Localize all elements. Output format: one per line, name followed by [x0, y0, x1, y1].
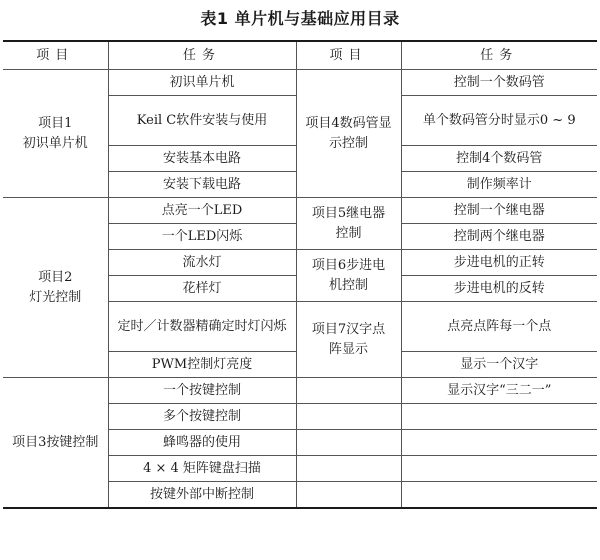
table-row	[3, 378, 597, 404]
task-cell: 控制两个继电器	[401, 224, 597, 250]
task-cell: 点亮点阵每一个点	[401, 302, 597, 352]
task-cell: 显示一个汉字	[401, 352, 597, 378]
empty-cell	[296, 404, 401, 430]
task-cell: 一个按键控制	[108, 378, 296, 404]
task-cell: 流水灯	[108, 250, 296, 276]
empty-cell	[296, 482, 401, 509]
task-cell: 步进电机的反转	[401, 276, 597, 302]
task-cell: Keil C软件安装与使用	[108, 96, 296, 146]
project-3-label: 项目3按键控制	[12, 434, 99, 450]
task-cell: PWM控制灯亮度	[108, 352, 296, 378]
task-cell: 控制4个数码管	[401, 146, 597, 172]
project-2-label: 项目2 灯光控制	[29, 269, 82, 305]
empty-cell	[296, 430, 401, 456]
catalog-table	[3, 40, 597, 509]
task-cell: 控制一个数码管	[401, 70, 597, 96]
project-5-label: 项目5继电器控制	[311, 205, 386, 241]
task-cell: 制作频率计	[401, 172, 597, 198]
task-cell: 初识单片机	[108, 70, 296, 96]
table-row	[3, 70, 597, 96]
task-cell: 多个按键控制	[108, 404, 296, 430]
task-cell: 点亮一个LED	[108, 198, 296, 224]
project-6-cell	[296, 250, 401, 302]
project-1-cell	[3, 70, 108, 198]
header-row	[3, 41, 597, 70]
table-row	[3, 198, 597, 224]
task-cell: 4 × 4 矩阵键盘扫描	[108, 456, 296, 482]
project-7-cell	[296, 302, 401, 378]
header-task-right: 任务	[401, 41, 597, 70]
empty-cell	[296, 378, 401, 404]
header-project-right: 项目	[296, 41, 401, 70]
task-cell: 控制一个继电器	[401, 198, 597, 224]
task-cell: 安装基本电路	[108, 146, 296, 172]
header-project-left: 项目	[3, 41, 108, 70]
task-cell: 按键外部中断控制	[108, 482, 296, 509]
empty-cell	[401, 456, 597, 482]
header-task-left: 任务	[108, 41, 296, 70]
empty-cell	[401, 482, 597, 509]
task-cell: 定时／计数器精确定时灯闪烁	[108, 302, 296, 352]
task-cell: 单个数码管分时显示0 ~ 9	[401, 96, 597, 146]
empty-cell	[296, 456, 401, 482]
project-1-label: 项目1 初识单片机	[22, 115, 88, 151]
task-cell: 蜂鸣器的使用	[108, 430, 296, 456]
empty-cell	[401, 430, 597, 456]
empty-cell	[401, 404, 597, 430]
task-cell: 安装下载电路	[108, 172, 296, 198]
project-6-label: 项目6步进电机控制	[311, 257, 386, 293]
project-4-cell	[296, 70, 401, 198]
task-cell: 花样灯	[108, 276, 296, 302]
project-3-cell	[3, 378, 108, 509]
table-title: 表1 单片机与基础应用目录	[200, 9, 400, 28]
task-cell: 一个LED闪烁	[108, 224, 296, 250]
project-2-cell	[3, 198, 108, 378]
project-5-cell	[296, 198, 401, 250]
project-7-label: 项目7汉字点阵显示	[311, 321, 386, 357]
task-cell: 显示汉字“三二一”	[401, 378, 597, 404]
project-4-label: 项目4数码管显示控制	[305, 115, 392, 151]
task-cell: 步进电机的正转	[401, 250, 597, 276]
